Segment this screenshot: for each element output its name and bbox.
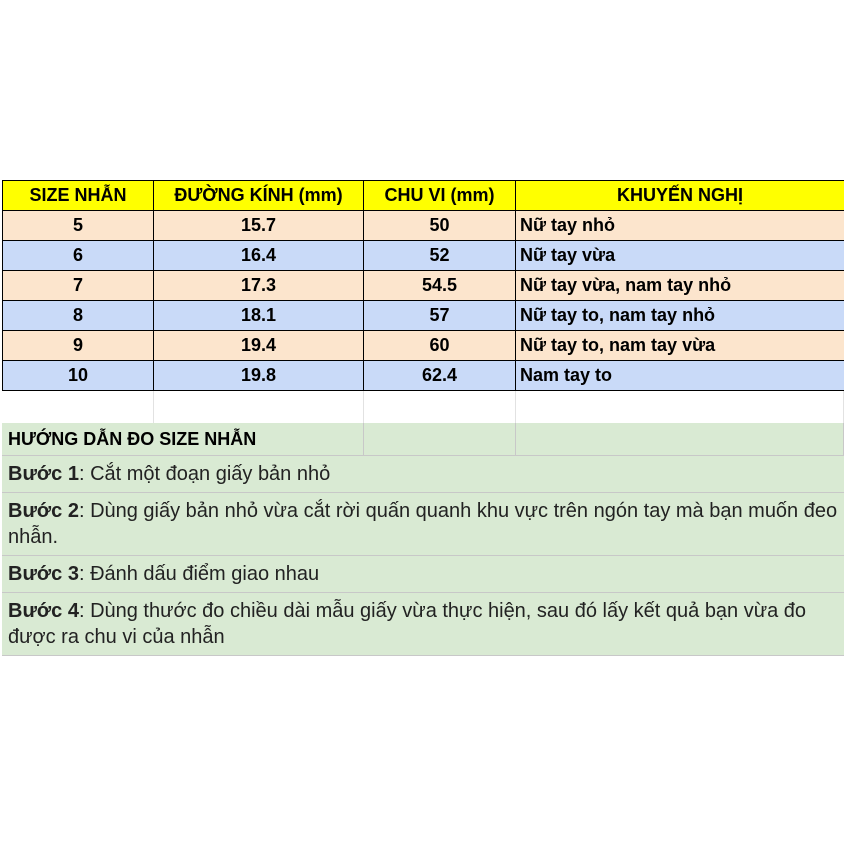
cell-circumference[interactable]: 50 xyxy=(364,211,516,241)
table-row xyxy=(3,301,844,331)
cell-diameter[interactable]: 16.4 xyxy=(154,241,364,271)
measuring-guide xyxy=(2,423,844,656)
cell-recommendation[interactable]: Nữ tay vừa xyxy=(516,241,844,271)
cell-size[interactable]: 8 xyxy=(3,301,154,331)
empty-cell[interactable] xyxy=(154,391,364,423)
cell-circumference[interactable]: 57 xyxy=(364,301,516,331)
header-diameter[interactable]: ĐƯỜNG KÍNH (mm) xyxy=(154,181,364,211)
header-recommendation[interactable]: KHUYẾN NGHỊ xyxy=(516,181,844,211)
empty-cell[interactable] xyxy=(516,391,844,423)
spreadsheet xyxy=(2,180,844,656)
cell-size[interactable]: 6 xyxy=(3,241,154,271)
cell-diameter[interactable]: 19.4 xyxy=(154,331,364,361)
step-label: Bước 3 xyxy=(8,563,79,585)
guide-step-2[interactable] xyxy=(2,493,844,556)
cell-recommendation[interactable]: Nữ tay to, nam tay vừa xyxy=(516,331,844,361)
table-row xyxy=(3,331,844,361)
ring-size-table xyxy=(2,180,844,391)
empty-cell[interactable] xyxy=(2,391,154,423)
cell-recommendation[interactable]: Nam tay to xyxy=(516,361,844,391)
table-header-row xyxy=(3,181,844,211)
guide-step-4[interactable] xyxy=(2,593,844,656)
table-row xyxy=(3,271,844,301)
cell-circumference[interactable]: 52 xyxy=(364,241,516,271)
cell-circumference[interactable]: 60 xyxy=(364,331,516,361)
cell-recommendation[interactable]: Nữ tay nhỏ xyxy=(516,211,844,241)
cell-size[interactable]: 10 xyxy=(3,361,154,391)
guide-header-row xyxy=(2,423,844,456)
step-text: : Cắt một đoạn giấy bản nhỏ xyxy=(78,463,331,485)
cell-diameter[interactable]: 17.3 xyxy=(154,271,364,301)
cell-circumference[interactable]: 62.4 xyxy=(364,361,516,391)
empty-cell[interactable] xyxy=(516,423,844,455)
guide-step-3[interactable] xyxy=(2,556,844,593)
cell-recommendation[interactable]: Nữ tay vừa, nam tay nhỏ xyxy=(516,271,844,301)
cell-size[interactable]: 7 xyxy=(3,271,154,301)
cell-size[interactable]: 9 xyxy=(3,331,154,361)
empty-cell[interactable] xyxy=(364,423,516,455)
empty-cell[interactable] xyxy=(364,391,516,423)
table-row xyxy=(3,241,844,271)
guide-title[interactable]: HƯỚNG DẪN ĐO SIZE NHẪN xyxy=(2,423,364,455)
step-text: : Dùng giấy bản nhỏ vừa cắt rời quấn quanh khu vực trên ngón tay mà bạn muốn đeo nhẫn. xyxy=(8,500,838,548)
step-text: : Dùng thước đo chiều dài mẫu giấy vừa thực hiện, sau đó lấy kết quả bạn vừa đo được ra chu vi của nhẫn xyxy=(8,600,807,648)
cell-diameter[interactable]: 15.7 xyxy=(154,211,364,241)
cell-recommendation[interactable]: Nữ tay to, nam tay nhỏ xyxy=(516,301,844,331)
cell-diameter[interactable]: 18.1 xyxy=(154,301,364,331)
empty-row xyxy=(2,391,844,423)
cell-diameter[interactable]: 19.8 xyxy=(154,361,364,391)
step-label: Bước 4 xyxy=(8,600,79,622)
guide-step-1[interactable] xyxy=(2,456,844,493)
step-label: Bước 1 xyxy=(8,463,79,485)
cell-size[interactable]: 5 xyxy=(3,211,154,241)
cell-circumference[interactable]: 54.5 xyxy=(364,271,516,301)
header-size[interactable]: SIZE NHẪN xyxy=(3,181,154,211)
step-label: Bước 2 xyxy=(8,500,79,522)
step-text: : Đánh dấu điểm giao nhau xyxy=(78,563,320,585)
table-row xyxy=(3,361,844,391)
table-row xyxy=(3,211,844,241)
header-circumference[interactable]: CHU VI (mm) xyxy=(364,181,516,211)
